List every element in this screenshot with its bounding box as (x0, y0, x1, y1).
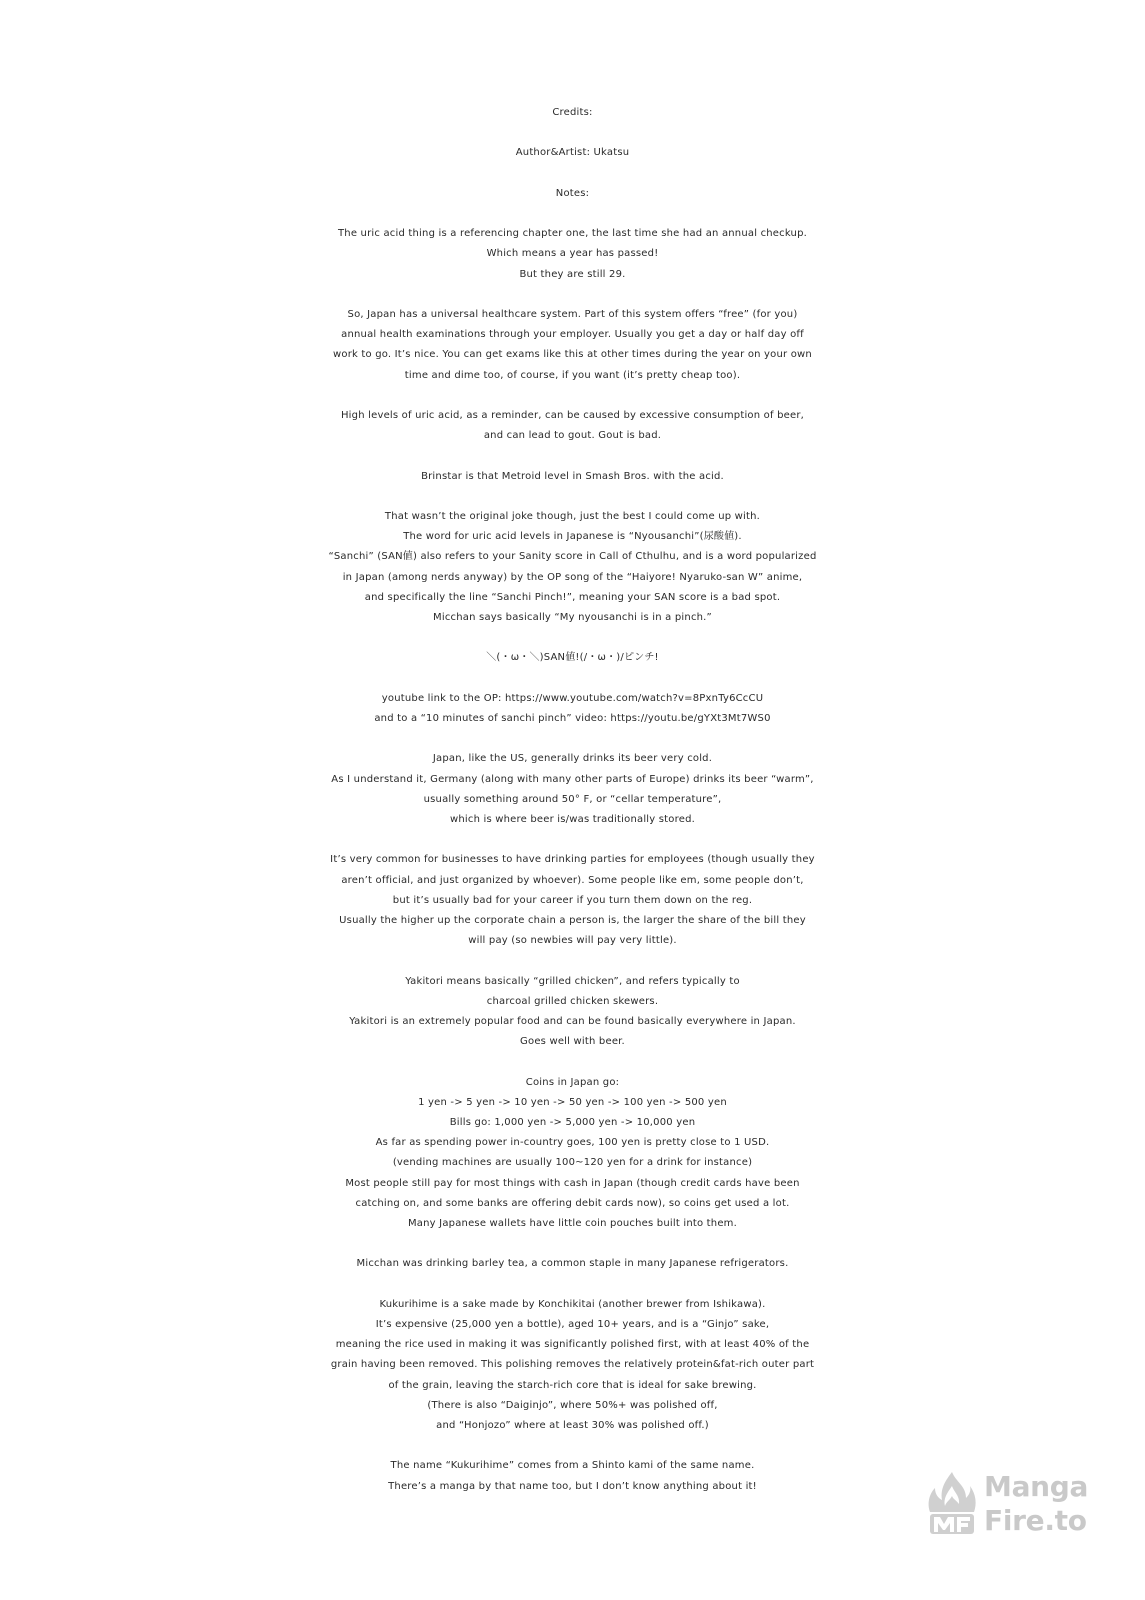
note-line: Usually the higher up the corporate chain a person is, the larger the share of the bill they (339, 914, 806, 926)
note-line: (There is also “Daiginjo”, where 50%+ was polished off, (427, 1399, 718, 1411)
note-line: Which means a year has passed! (486, 248, 659, 260)
note-line: Goes well with beer. (520, 1036, 625, 1048)
note-line: As I understand it, Germany (along with many other parts of Europe) drinks its beer “warm”, (331, 773, 814, 785)
note-line: catching on, and some banks are offering debit cards now), so coins get used a lot. (355, 1197, 790, 1209)
note-paragraph (0, 972, 1145, 1053)
notes-page (0, 103, 1145, 1517)
note-line: and can lead to gout. Gout is bad. (483, 430, 662, 442)
note-line: Yakitori means basically “grilled chicken”, and refers typically to (405, 975, 740, 987)
note-paragraph (0, 850, 1145, 951)
note-line: The word for uric acid levels in Japanese is “Nyousanchi”(尿酸値). (403, 531, 742, 543)
note-line: Coins in Japan go: (525, 1076, 620, 1088)
note-line: which is where beer is/was traditionally stored. (449, 813, 695, 825)
note-paragraph (0, 1254, 1145, 1274)
notes-heading (0, 184, 1145, 204)
note-line: but it’s usually bad for your career if you turn them down on the reg. (392, 894, 753, 906)
note-line: It’s very common for businesses to have drinking parties for employees (though usually they (330, 854, 815, 866)
note-paragraph (0, 1295, 1145, 1436)
note-line: ＼(・ω・＼)SAN値!(/・ω・)/ピンチ! (486, 652, 659, 664)
note-line: annual health examinations through your employer. Usually you get a day or half day off (341, 329, 804, 341)
note-line: High levels of uric acid, as a reminder, can be caused by excessive consumption of beer, (340, 409, 805, 421)
note-line: time and dime too, of course, if you want (it’s pretty cheap too). (404, 369, 741, 381)
note-line: Japan, like the US, generally drinks its beer very cold. (432, 753, 713, 765)
note-line: meaning the rice used in making it was significantly polished first, with at least 40% of the (335, 1339, 810, 1351)
mangafire-flame-logo-icon (926, 1470, 978, 1536)
notes-body (0, 224, 1145, 1497)
note-paragraph (0, 507, 1145, 628)
note-line: youtube link to the OP: https://www.youtube.com/watch?v=8PxnTy6CcCU (381, 692, 764, 704)
credits-heading (0, 103, 1145, 123)
note-line: Micchan says basically “My nyousanchi is in a pinch.” (433, 611, 712, 623)
notes-heading-text: Notes: (555, 187, 590, 199)
note-line: Most people still pay for most things with cash in Japan (though credit cards have been (345, 1177, 800, 1189)
note-line: Micchan was drinking barley tea, a common staple in many Japanese refrigerators. (356, 1258, 789, 1270)
note-line: will pay (so newbies will pay very little). (468, 935, 677, 947)
note-line: The uric acid thing is a referencing chapter one, the last time she had an annual checkup. (337, 228, 808, 240)
note-line: grain having been removed. This polishing removes the relatively protein&fat-rich outer part (330, 1359, 815, 1371)
credits-heading-text: Credits: (552, 107, 593, 118)
mangafire-watermark (926, 1462, 1126, 1542)
note-paragraph (0, 467, 1145, 487)
author-credit (0, 143, 1145, 163)
note-line: The name “Kukurihime” comes from a Shinto kami of the same name. (390, 1460, 755, 1472)
note-line: 1 yen -> 5 yen -> 10 yen -> 50 yen -> 100 yen -> 500 yen (418, 1096, 727, 1108)
note-line: in Japan (among nerds anyway) by the OP song of the “Haiyore! Nyaruko-san W” anime, (342, 571, 803, 583)
note-paragraph (0, 224, 1145, 285)
note-line: Bills go: 1,000 yen -> 5,000 yen -> 10,000 yen (449, 1116, 696, 1128)
note-line: As far as spending power in-country goes, 100 yen is pretty close to 1 USD. (375, 1137, 770, 1149)
mangafire-watermark-text (984, 1470, 1088, 1538)
note-line: and specifically the line “Sanchi Pinch!”, meaning your SAN score is a bad spot. (364, 591, 781, 603)
note-paragraph (0, 648, 1145, 668)
note-line: But they are still 29. (519, 268, 626, 280)
note-line: usually something around 50° F, or “cellar temperature”, (423, 793, 722, 805)
note-line: Kukurihime is a sake made by Konchikitai (another brewer from Ishikawa). (379, 1298, 766, 1310)
note-line: (vending machines are usually 100~120 yen for a drink for instance) (392, 1157, 753, 1169)
note-line: Brinstar is that Metroid level in Smash Bros. with the acid. (421, 470, 724, 482)
note-paragraph (0, 406, 1145, 446)
author-credit-text: Author&Artist: Ukatsu (515, 147, 630, 159)
note-line: “Sanchi” (SAN値) also refers to your Sanity score in Call of Cthulhu, and is a word popularized (328, 551, 817, 563)
note-line: and “Honjozo” where at least 30% was polished off.) (436, 1419, 709, 1431)
note-paragraph (0, 689, 1145, 729)
watermark-line-2: Fire.to (984, 1504, 1087, 1537)
note-line: of the grain, leaving the starch-rich core that is ideal for sake brewing. (388, 1379, 757, 1391)
note-line: Many Japanese wallets have little coin pouches built into them. (407, 1217, 738, 1229)
note-line: aren’t official, and just organized by whoever). Some people like em, some people don’t, (341, 874, 804, 886)
note-line: charcoal grilled chicken skewers. (486, 995, 659, 1007)
note-line: There’s a manga by that name too, but I don’t know anything about it! (388, 1480, 757, 1492)
note-line: and to a “10 minutes of sanchi pinch” video: https://youtu.be/gYXt3Mt7WS0 (374, 712, 771, 724)
note-line: It’s expensive (25,000 yen a bottle), aged 10+ years, and is a “Ginjo” sake, (375, 1318, 770, 1330)
note-line: work to go. It’s nice. You can get exams like this at other times during the year on your own (333, 349, 812, 361)
note-line: That wasn’t the original joke though, just the best I could come up with. (384, 510, 761, 522)
note-paragraph (0, 749, 1145, 830)
note-paragraph (0, 305, 1145, 386)
note-line: So, Japan has a universal healthcare system. Part of this system offers “free” (for you) (347, 308, 798, 320)
note-paragraph (0, 1073, 1145, 1235)
watermark-line-1: Manga (984, 1470, 1089, 1503)
note-line: Yakitori is an extremely popular food and can be found basically everywhere in Japan. (349, 1015, 796, 1027)
